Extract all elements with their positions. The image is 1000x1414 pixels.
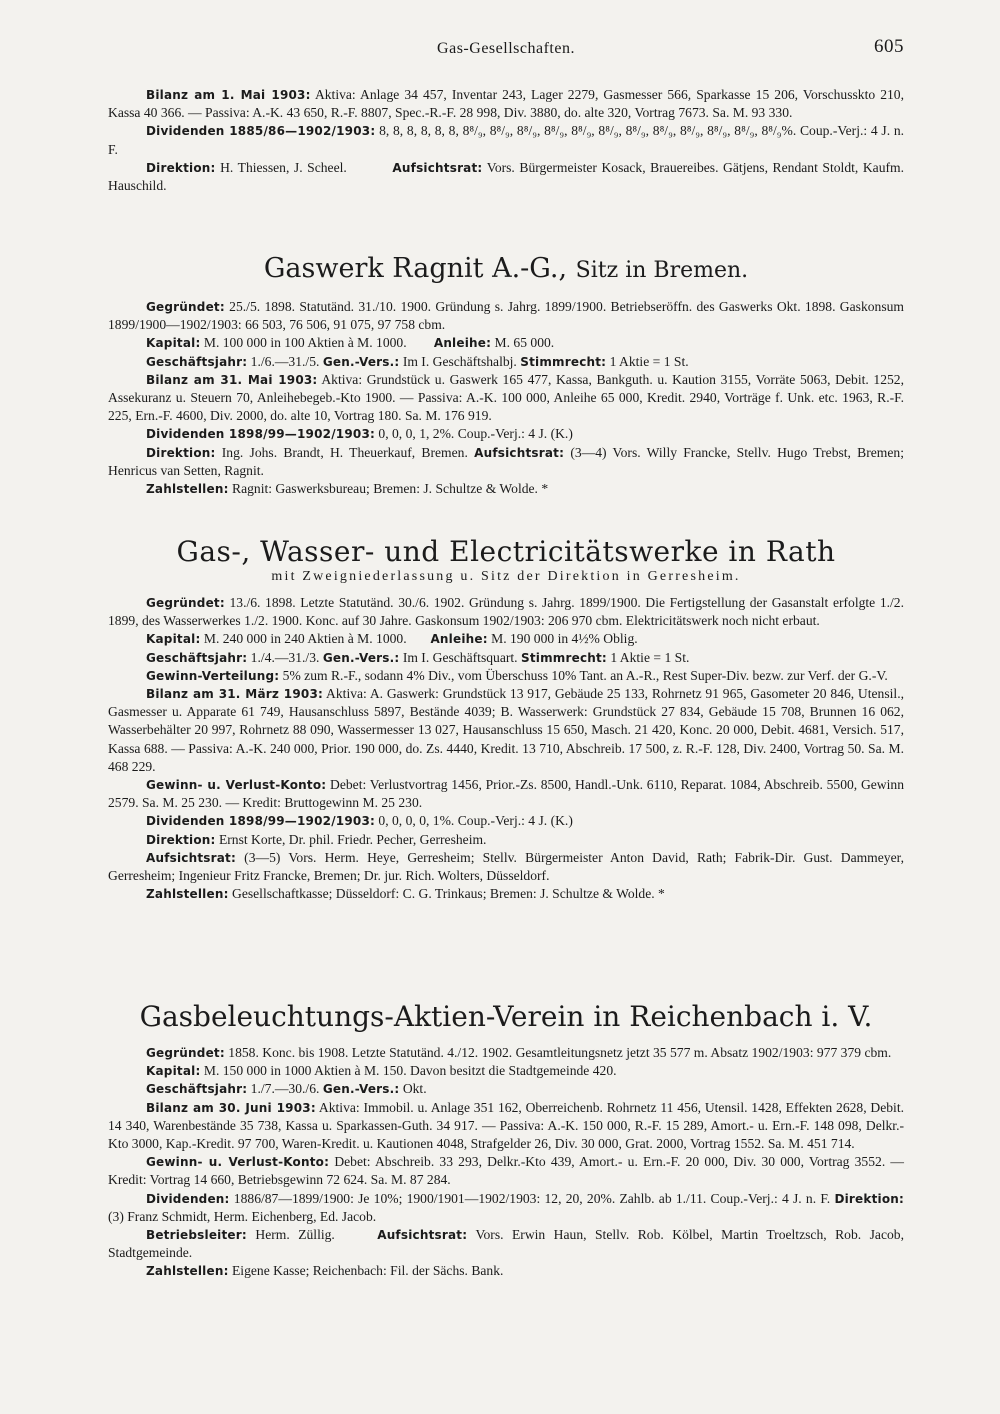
reich-meeting-text: Okt. [402,1081,427,1097]
rath-profit-dist-text: 5% zum R.-F., sodann 4% Div., vom Überschuss 10% Tant. an A.-R., Rest Super-Div. bezw. zur Verf. der G.-V. [282,667,888,683]
ragnit-loan-label: Anleihe: [433,336,492,351]
ragnit-dividends-text: 0, 0, 0, 1, 2%. Coup.-Verj.: 4 J. (K.) [378,426,573,442]
ragnit-title-seat: Sitz in Bremen. [575,258,749,283]
running-title: Gas-Gesellschaften. [437,40,575,57]
ragnit-capital-text: M. 100 000 in 100 Aktien à M. 1000. [203,335,407,351]
bilanz-text: Aktiva: Anlage 34 457, Inventar 243, Lager 2279, Gasmesser 566, Sparkasse 15 206, Vorschusskto 210, Kassa 40 366. — Passiva: A.-K. 43 650, R.-F. 8807, Spec.-R.-F. 28 998, Div. 3880, do. alte 320, Vortrag 7673. Sa. M. 93 330. [108,87,905,121]
rath-dividends-text: 0, 0, 0, 0, 1%. Coup.-Verj.: 4 J. (K.) [378,813,573,829]
reich-direction-label: Direktion: [834,1191,904,1206]
rath-fiscal-label: Geschäftsjahr: [146,650,248,665]
board-text: Vors. Bürgermeister Kosack, Brauereibes. Gätjens, Rendant Stoldt, Kaufm. Hauschild. [108,159,904,194]
reich-pl-label: Gewinn- u. Verlust-Konto: [146,1155,330,1170]
ragnit-founded-text: 25./5. 1898. Statutänd. 31./10. 1900. Gründung s. Jahrg. 1899/1900. Betriebseröffn. des Gaswerks Okt. 1898. Gaskonsum 1899/1900—1902/1903: 66 503, 76 506, 91 075, 97 758 cbm. [108,299,904,333]
rath-bilanz-text: Aktiva: A. Gaswerk: Grundstück 13 917, Gebäude 25 133, Rohrnetz 91 965, Gasometer 20 846, Utensil., Gasmesser u. Apparate 61 749, Hausanschluss 5897, Bestände 4039; B. Wasserwerk: Grundstück 27 834, Gebäude 15 708, Brunnen 16 062, Wasserbehälter 20 997, Rohrnetz 88 090, Wassermesser 13 027, Hausanschluss 15 650, Masch. 21 420, Konc. 20 000, Debit. 4681, Versich. 517, Kassa 688. — Passiva: A.-K. 240 000, Prior. 190 000, do. Zs. 4440, Kredit. 13 710, Abschreib. 17 500, z. R.-F. 128, Div. 2400, Vortrag 50. Sa. M. 468 229. [108,686,904,774]
ragnit-paying-label: Zahlstellen: [146,482,229,497]
reich-dividends-label: Dividenden: [146,1191,230,1206]
ragnit-meeting-text: Im I. Geschäftshalbj. [402,353,517,369]
ragnit-direction-label: Direktion: [146,445,216,460]
reich-founded-text: 1858. Konc. bis 1908. Letzte Statutänd. 4./12. 1902. Gesamtleitungsnetz jetzt 35 577 m. Absatz 1902/1903: 977 379 cbm. [228,1045,892,1060]
reich-meeting-label: Gen.-Vers.: [322,1082,400,1097]
ragnit-bilanz-label: Bilanz am 31. Mai 1903: [146,372,318,387]
rath-founded-label: Gegründet: [146,596,225,610]
rath-meeting-text: Im I. Geschäftsquart. [402,649,518,665]
ragnit-loan-text: M. 65 000. [494,335,555,351]
ragnit-capital-label: Kapital: [146,336,201,351]
reich-capital-text: M. 150 000 in 1000 Aktien à M. 150. Davon besitzt die Stadtgemeinde 420. [203,1063,617,1079]
rath-capital-label: Kapital: [146,632,201,647]
reich-bilanz-label: Bilanz am 30. Juni 1903: [146,1100,316,1115]
ragnit-title [108,253,904,284]
reich-dividends-text: 1886/87—1899/1900: Je 10%; 1900/1901—1902/1903: 12, 20, 20%. Zahlb. ab 1./11. Coup.-Verj.: 4 J. n. F. [233,1190,831,1206]
rath-title: Gas-, Wasser- und Electricitätswerke in Rath [176,535,836,568]
reich-fiscal-text: 1./7.—30./6. [250,1081,320,1097]
rath-votes-label: Stimmrecht: [520,650,607,665]
page-header [108,36,904,64]
reich-founded-label: Gegründet: [146,1046,225,1060]
reichenbach-entry [108,1044,904,1281]
ragnit-paying-text: Ragnit: Gaswerksbureau; Bremen: J. Schultze & Wolde. * [232,481,549,497]
rath-votes-text: 1 Aktie = 1 St. [610,649,690,665]
bilanz-label: Bilanz am 1. Mai 1903: [146,88,311,102]
rath-entry [108,594,904,903]
rath-pl-label: Gewinn- u. Verlust-Konto: [146,778,327,793]
dividends-label: Dividenden 1885/86—1902/1903: [146,124,376,139]
rath-board-label: Aufsichtsrat: [146,850,236,865]
direction-text: H. Thiessen, J. Scheel. [220,159,347,175]
ragnit-fiscal-label: Geschäftsjahr: [146,354,248,369]
reich-bilanz-text: Aktiva: Immobil. u. Anlage 351 162, Oberreichenb. Rohrnetz 11 456, Utensil. 1428, Effekten 2628, Debit. 14 340, Warenbestände 35 738, Kassa u. Sparkassen-Guth. 34 917. — Passiva: A.-K. 150 000, R.-F. 15 289, Amort.- u. Ern.-F. 148 098, Delkr.-Kto 3000, Kap.-Kredit. 97 700, Waren-Kredit. u. Kautionen 4048, Strafgelder 26, Div. 30 000, Grat. 2000, Vortrag 1552. Sa. M. 451 714. [108,1099,905,1152]
page-number: 605 [874,36,904,57]
ragnit-entry [108,298,904,498]
ragnit-meeting-label: Gen.-Vers.: [322,354,400,369]
reich-board-label: Aufsichtsrat: [377,1228,468,1243]
rath-founded-text: 13./6. 1898. Letzte Statutänd. 30./6. 1902. Gründung s. Jahrg. 1899/1900. Die Fertigstellung der Gasanstalt erfolgte 1./2. 1899, des Wasserwerkes 1./2. 1900. Konc. auf 30 Jahre. Gaskonsum 1902/1903: 206 970 cbm. Elektricitätswerk noch nicht erbaut. [108,595,904,629]
ragnit-board-label: Aufsichtsrat: [474,445,565,460]
rath-meeting-label: Gen.-Vers.: [322,650,400,665]
reichenbach-title: Gasbeleuchtungs-Aktien-Verein in Reichenbach i. V. [139,1000,873,1033]
reich-direction-text: (3) Franz Schmidt, Herm. Eichenberg, Ed. Jacob. [108,1208,377,1224]
rath-paying-text: Gesellschaftkasse; Düsseldorf: C. G. Trinkaus; Bremen: J. Schultze & Wolde. * [232,886,665,902]
reich-manager-text: Herm. Züllig. [255,1227,335,1243]
reich-capital-label: Kapital: [146,1064,201,1079]
rath-pl-text: Debet: Verlustvortrag 1456, Prior.-Zs. 8500, Handl.-Unk. 6110, Reparat. 1084, Abschreib. 5500, Gewinn 2579. Sa. M. 25 230. — Kredit: Bruttogewinn M. 25 230. [108,777,904,811]
ragnit-title-main: Gaswerk Ragnit A.-G., [263,253,568,284]
rath-subtitle: mit Zweigniederlassung u. Sitz der Direktion in Gerresheim. [271,569,741,584]
reich-paying-label: Zahlstellen: [146,1264,229,1279]
ragnit-votes-label: Stimmrecht: [520,354,607,369]
entry-continuation [108,86,904,195]
dividends-text: 8, 8, 8, 8, 8, 8, 8⁸/₉, 8⁸/₉, 8⁸/₉, 8⁸/₉, 8⁸/₉, 8⁸/₉, 8⁸/₉, 8⁸/₉, 8⁸/₉, 8⁸/₉, 8⁸/₉, 8⁸/₉%. Coup.-Verj.: 4 J. n. F. [108,123,905,157]
reich-manager-label: Betriebsleiter: [146,1228,247,1243]
ragnit-founded-label: Gegründet: [146,300,225,314]
rath-capital-text: M. 240 000 in 240 Aktien à M. 1000. [203,631,407,647]
ragnit-direction-text: Ing. Johs. Brandt, H. Theuerkauf, Bremen. [221,444,468,460]
rath-loan-text: M. 190 000 in 4½% Oblig. [491,631,638,647]
reich-board-text: Vors. Erwin Haun, Stellv. Rob. Kölbel, Martin Troeltzsch, Rob. Jacob, Stadtgemeinde. [108,1227,904,1261]
rath-dividends-label: Dividenden 1898/99—1902/1903: [146,814,375,829]
rath-direction-label: Direktion: [146,832,216,847]
ragnit-votes-text: 1 Aktie = 1 St. [609,353,689,369]
reich-pl-text: Debet: Abschreib. 33 293, Delkr.-Kto 439, Amort.- u. Ern.-F. 20 000, Div. 30 000, Vortrag 3552. — Kredit: Vortrag 14 660, Betriebsgewinn 72 624. Sa. M. 87 284. [108,1154,904,1188]
ragnit-bilanz-text: Aktiva: Grundstück u. Gaswerk 165 477, Kassa, Bankguth. u. Kaution 3155, Vorräte 5063, Debit. 1252, Assekuranz u. Steuern 70, Anleihebegeb.-Kto 1900. — Passiva: A.-K. 100 000, Anleihe 65 000, Kredit. 2940, Vorträge f. Unk. etc. 1963, R.-F. 225, Ern.-F. 4600, Div. 2000, do. alte 10, Vortrag 180. Sa. M. 176 919. [108,371,904,424]
ragnit-dividends-label: Dividenden 1898/99—1902/1903: [146,427,375,442]
rath-profit-dist-label: Gewinn-Verteilung: [146,668,280,683]
reich-fiscal-label: Geschäftsjahr: [146,1082,248,1097]
direction-label: Direktion: [146,160,216,175]
rath-loan-label: Anleihe: [430,632,488,647]
board-label: Aufsichtsrat: [392,160,483,175]
rath-fiscal-text: 1./4.—31./3. [250,649,320,665]
ragnit-board-text: (3—4) Vors. Willy Francke, Stellv. Hugo Trebst, Bremen; Henricus van Setten, Ragnit. [108,444,904,478]
rath-bilanz-label: Bilanz am 31. März 1903: [146,687,324,702]
rath-paying-label: Zahlstellen: [146,887,229,902]
rath-board-text: (3—5) Vors. Herm. Heye, Gerresheim; Stellv. Bürgermeister Anton David, Rath; Fabrik-Dir. Gust. Dammeyer, Gerresheim; Ingenieur Fritz Francke, Bremen; Dr. jur. Rich. Wolters, Düsseldorf. [108,849,904,884]
rath-direction-text: Ernst Korte, Dr. phil. Friedr. Pecher, Gerresheim. [218,831,487,847]
ragnit-fiscal-text: 1./6.—31./5. [250,353,320,369]
reich-paying-text: Eigene Kasse; Reichenbach: Fil. der Sächs. Bank. [232,1263,504,1279]
